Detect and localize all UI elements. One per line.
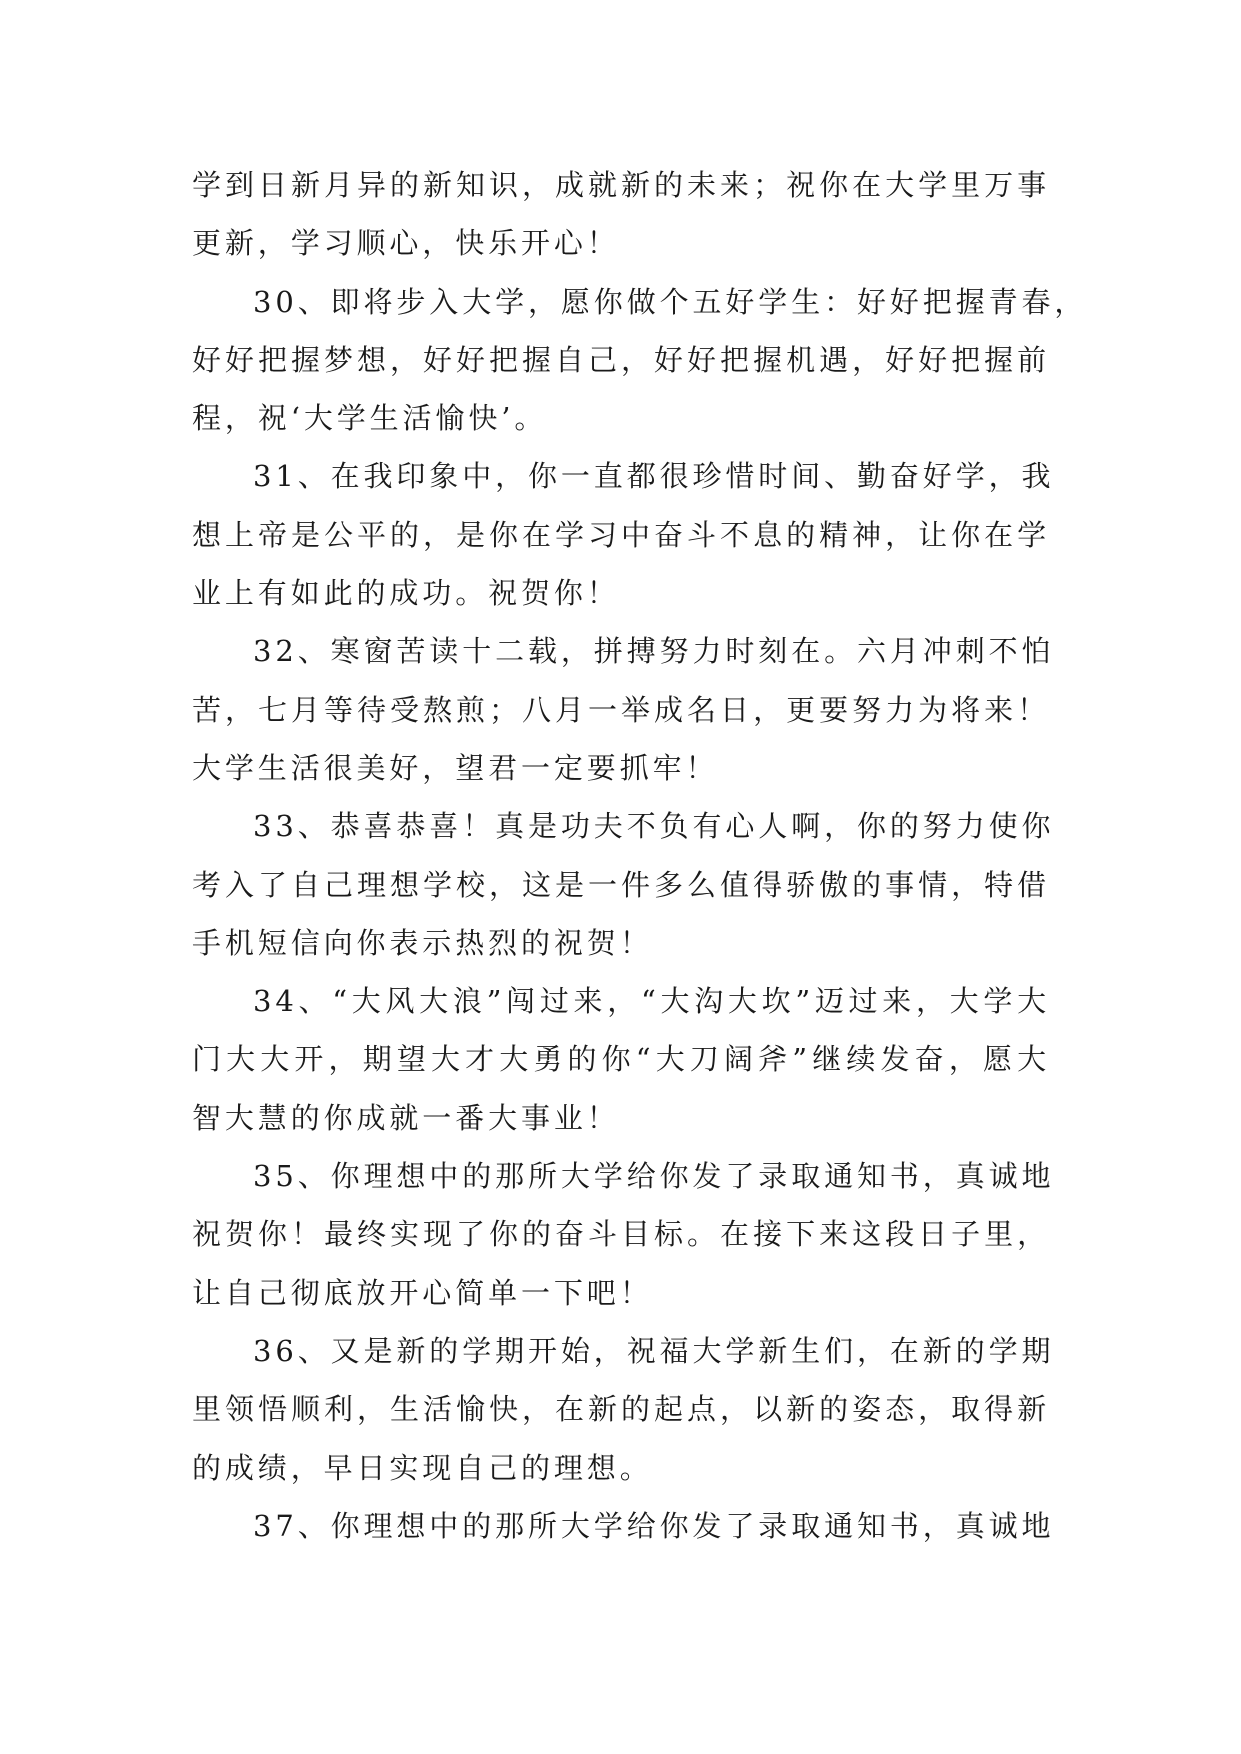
paragraph [192,447,1055,622]
text-line: 34、“大风大浪”闯过来，“大沟大坎”迈过来，大学大 [253,984,1050,1019]
text-line: 手机短信向你表示热烈的祝贺！ [192,925,653,960]
text-line: 门大大开，期望大才大勇的你“大刀阔斧”继续发奋，愿大 [192,1042,1050,1077]
text-line: 大学生活很美好，望君一定要抓牢！ [192,750,719,785]
paragraph [192,622,1055,797]
text-line: 让自己彻底放开心简单一下吧！ [192,1275,653,1310]
paragraph [192,273,1088,448]
paragraph [192,797,1055,972]
text-line: 好好把握梦想，好好把握自己，好好把握机遇，好好把握前 [192,342,1050,377]
paragraph [192,156,1050,273]
paragraph [192,1147,1055,1322]
text-line: 祝贺你！最终实现了你的奋斗目标。在接下来这段日子里， [192,1217,1050,1252]
text-line: 想上帝是公平的，是你在学习中奋斗不息的精神，让你在学 [192,517,1050,552]
text-line: 30、即将步入大学，愿你做个五好学生：好好把握青春， [253,284,1088,319]
paragraph [192,972,1050,1147]
text-line: 里领悟顺利，生活愉快，在新的起点，以新的姿态，取得新 [192,1392,1050,1427]
text-line: 考入了自己理想学校，这是一件多么值得骄傲的事情，特借 [192,867,1050,902]
text-line: 32、寒窗苦读十二载，拼搏努力时刻在。六月冲刺不怕 [253,634,1055,669]
document-page [192,156,1088,1555]
text-line: 智大慧的你成就一番大事业！ [192,1100,620,1135]
text-line: 33、恭喜恭喜！真是功夫不负有心人啊，你的努力使你 [253,809,1055,844]
text-line: 35、你理想中的那所大学给你发了录取通知书，真诚地 [253,1159,1055,1194]
text-line: 苦，七月等待受熬煎；八月一举成名日，更要努力为将来！ [192,692,1050,727]
text-line: 更新，学习顺心，快乐开心！ [192,226,620,261]
text-line: 31、在我印象中，你一直都很珍惜时间、勤奋好学，我 [253,459,1055,494]
text-line: 学到日新月异的新知识，成就新的未来；祝你在大学里万事 [192,168,1050,202]
paragraph [192,1497,1055,1555]
text-line: 37、你理想中的那所大学给你发了录取通知书，真诚地 [253,1508,1055,1543]
text-line: 的成绩，早日实现自己的理想。 [192,1450,653,1485]
text-line: 36、又是新的学期开始，祝福大学新生们，在新的学期 [253,1333,1055,1368]
text-line: 程，祝‘大学生活愉快’。 [192,401,548,436]
text-line: 业上有如此的成功。祝贺你！ [192,576,620,611]
paragraph [192,1322,1055,1497]
